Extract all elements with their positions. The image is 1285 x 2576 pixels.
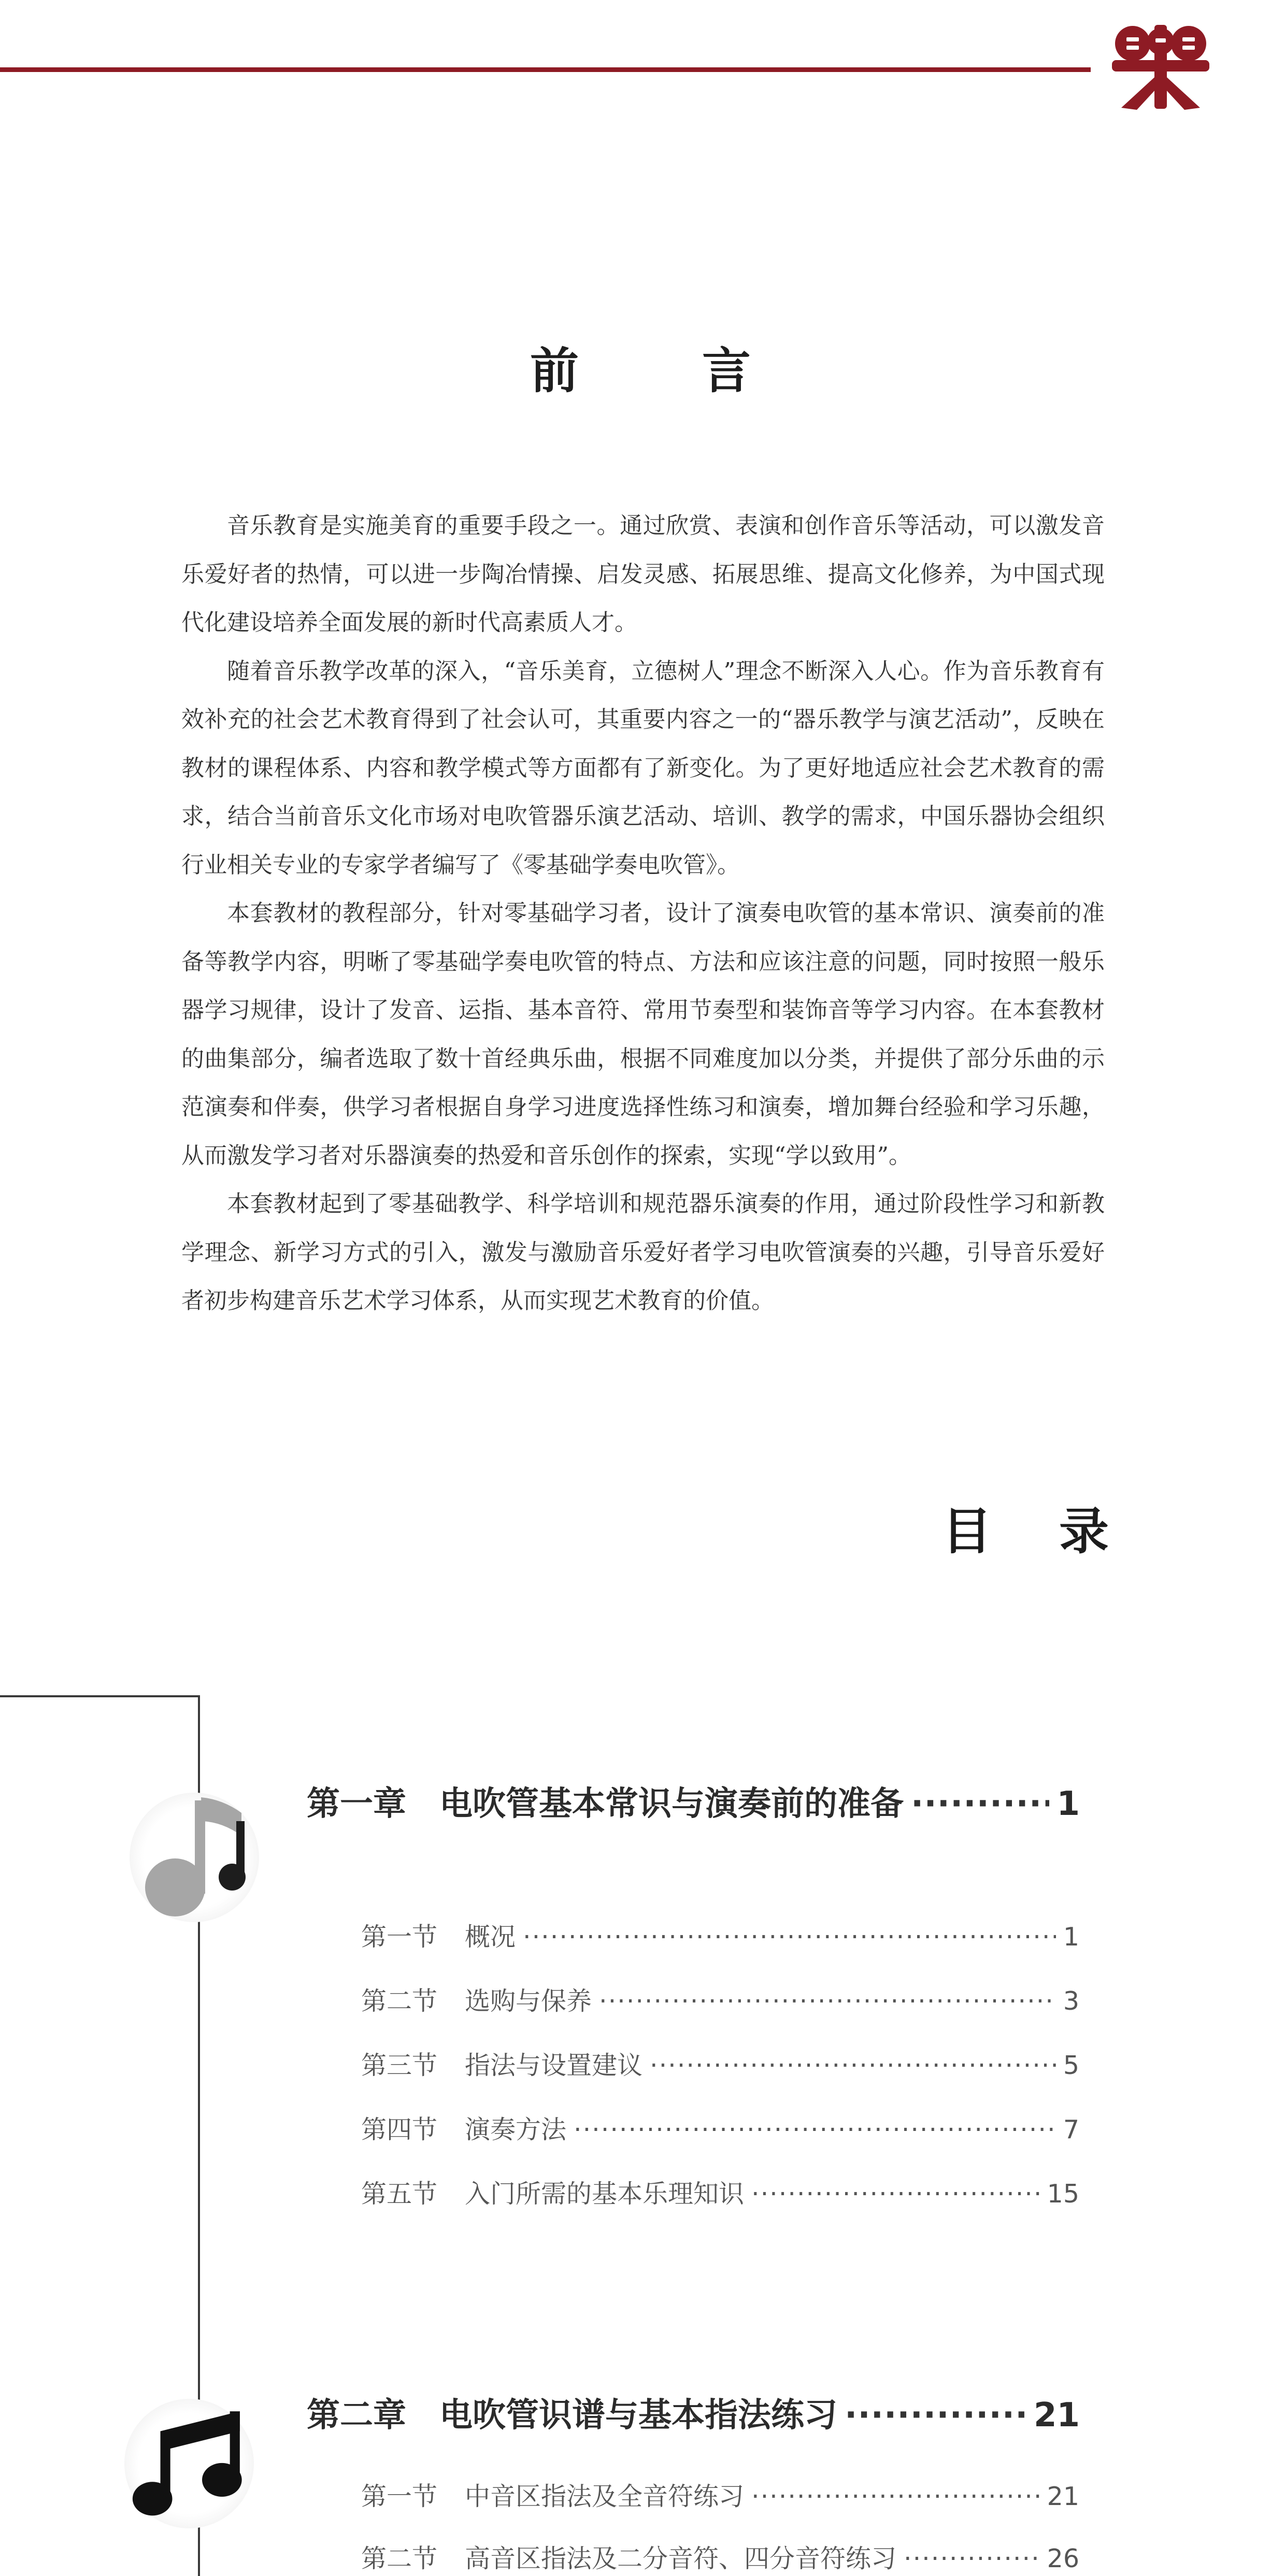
toc-title [902, 1492, 1109, 1563]
chapter-page: 1 [1056, 1785, 1080, 1823]
preface-title-right: 言 [702, 342, 755, 399]
chapter-title: 电吹管基本常识与演奏前的准备 [439, 1785, 904, 1823]
dot-leader [904, 2544, 1040, 2573]
toc-chapter[interactable] [307, 2388, 1080, 2436]
preface-paragraph: 本套教材起到了零基础教学、科学培训和规范器乐演奏的作用，通过阶段性学习和新教学理念、新学习方式的引入，激发与激励音乐爱好者学习电吹管演奏的兴趣，引导音乐爱好者初步构建音乐艺术学习体系，从而实现艺术教育的价值。 [181, 1191, 1105, 1314]
section-title: 演奏方法 [465, 2115, 567, 2144]
section-number: 第二节 [361, 1986, 438, 2016]
section-page: 1 [1063, 1922, 1079, 1952]
section-page: 3 [1063, 1986, 1079, 2016]
chapter-number: 第二章 [307, 2396, 406, 2435]
section-title: 高音区指法及二分音符、四分音符练习 [465, 2544, 897, 2573]
toc-section[interactable] [361, 1981, 1079, 2017]
dot-leader [523, 1922, 1056, 1952]
dot-leader [911, 1785, 1049, 1823]
music-note-icon [140, 1790, 254, 1925]
section-page: 15 [1047, 2179, 1079, 2209]
section-title: 中音区指法及全音符练习 [465, 2482, 745, 2511]
toc-section[interactable] [361, 1917, 1079, 1953]
beamed-notes-icon [131, 2399, 250, 2523]
section-number: 第一节 [361, 2482, 438, 2511]
toc-section[interactable] [361, 2045, 1079, 2082]
section-title: 概况 [465, 1922, 516, 1952]
preface-paragraph: 随着音乐教学改革的深入，“音乐美育，立德树人”理念不断深入人心。作为音乐教育有效补充的社会艺术教育得到了社会认可，其重要内容之一的“器乐教学与演艺活动”，反映在教材的课程体系、内容和教学模式等方面都有了新变化。为了更好地适应社会艺术教育的需求，结合当前音乐文化市场对电吹管器乐演艺活动、培训、教学的需求，中国乐器协会组织行业相关专业的专家学者编写了《零基础学奏电吹管》。 [181, 657, 1105, 878]
section-number: 第三节 [361, 2051, 438, 2080]
dot-leader [751, 2482, 1040, 2511]
dot-leader [574, 2115, 1056, 2144]
preface-paragraph: 音乐教育是实施美育的重要手段之一。通过欣赏、表演和创作音乐等活动，可以激发音乐爱好者的热情，可以进一步陶冶情操、启发灵感、拓展思维、提高文化修养，为中国式现代化建设培养全面发展的新时代高素质人才。 [181, 512, 1105, 636]
chapter-page: 21 [1033, 2396, 1080, 2435]
preface-paragraph: 本套教材的教程部分，针对零基础学习者，设计了演奏电吹管的基本常识、演奏前的准备等教学内容，明晰了零基础学奏电吹管的特点、方法和应该注意的问题，同时按照一般乐器学习规律，设计了发音、运指、基本音符、常用节奏型和装饰音等学习内容。在本套教材的曲集部分，编者选取了数十首经典乐曲，根据不同难度加以分类，并提供了部分乐曲的示范演奏和伴奏，供学习者根据自身学习进度选择性练习和演奏，增加舞台经验和学习乐趣，从而激发学习者对乐器演奏的热爱和音乐创作的探索，实现“学以致用”。 [181, 900, 1105, 1169]
preface-title-left: 前 [530, 342, 583, 399]
toc-section[interactable] [361, 2174, 1079, 2210]
dot-leader [751, 2179, 1040, 2209]
section-title: 选购与保养 [465, 1986, 592, 2016]
brand-logo-icon [1108, 23, 1213, 111]
section-number: 第五节 [361, 2179, 438, 2209]
section-number: 第四节 [361, 2115, 438, 2144]
section-title: 指法与设置建议 [465, 2051, 643, 2080]
section-number: 第二节 [361, 2544, 438, 2573]
section-number: 第一节 [361, 1922, 438, 1952]
section-page: 7 [1063, 2115, 1079, 2144]
chapter-title: 电吹管识谱与基本指法练习 [439, 2396, 837, 2435]
toc-title-left: 目 [942, 1502, 992, 1561]
section-title: 入门所需的基本乐理知识 [465, 2179, 745, 2209]
section-page: 26 [1047, 2544, 1079, 2573]
section-page: 21 [1047, 2482, 1079, 2511]
header-rule [0, 67, 1091, 72]
toc-title-right: 录 [1059, 1502, 1109, 1561]
toc-section[interactable] [361, 2477, 1079, 2513]
toc-chapter[interactable] [307, 1777, 1080, 1825]
preface-title [0, 332, 1285, 402]
section-page: 5 [1063, 2051, 1079, 2080]
dot-leader [599, 1986, 1056, 2016]
dot-leader [650, 2051, 1056, 2080]
toc-section[interactable] [361, 2110, 1079, 2146]
preface-body [181, 502, 1105, 1325]
chapter-number: 第一章 [307, 1785, 406, 1823]
dot-leader [845, 2396, 1026, 2435]
